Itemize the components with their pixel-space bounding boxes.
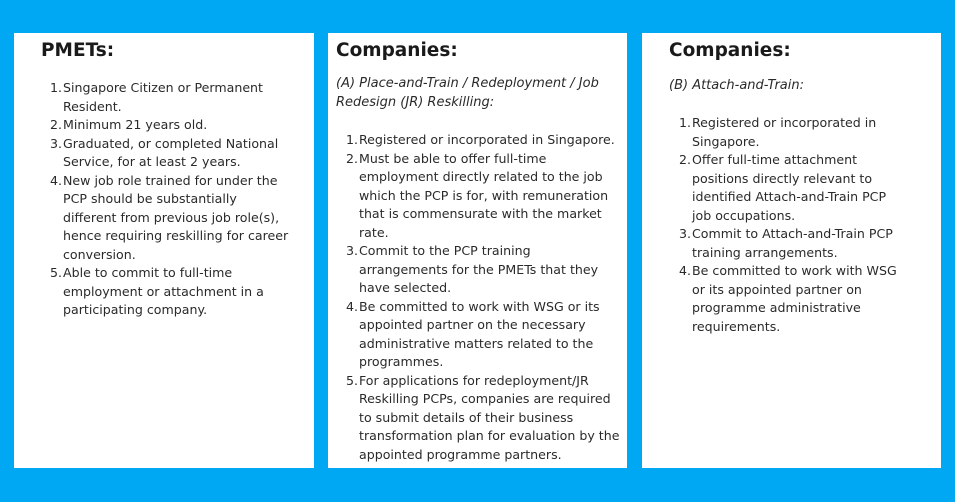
list-number: 1. (50, 80, 63, 95)
list-number: 2. (679, 152, 692, 167)
list-item (679, 225, 905, 262)
list-number: 4. (679, 263, 692, 278)
list-item (50, 172, 290, 265)
list-text: Commit to Attach-and-Train PCP training arrangements. (692, 226, 893, 260)
list-number: 5. (50, 265, 63, 280)
companies-a-subtitle: (A) Place-and-Train / Redeployment / Job Redesign (JR) Reskilling: (336, 76, 599, 110)
pmets-requirements-list (50, 79, 290, 320)
companies-b-requirements-list (679, 114, 905, 336)
list-text: Registered or incorporated in Singapore. (359, 132, 615, 147)
companies-b-card (642, 33, 941, 468)
list-number: 2. (346, 150, 359, 166)
list-item (50, 79, 290, 116)
list-item (50, 135, 290, 172)
list-number: 1. (679, 115, 692, 130)
list-text: Singapore Citizen or Permanent Resident. (63, 80, 263, 114)
list-text: Commit to the PCP training arrangements for the PMETs that they have selected. (359, 243, 599, 295)
list-item (346, 150, 622, 243)
companies-b-subtitle: (B) Attach-and-Train: (669, 78, 805, 93)
list-text: For applications for redeployment/JR Reskilling PCPs, companies are required to submit details of their business transformation plan for evaluation by the appointed programme partners. (359, 372, 620, 462)
list-text: Graduated, or completed National Service, for at least 2 years. (63, 135, 279, 169)
list-item (50, 116, 290, 135)
list-text: Be committed to work with WSG or its appointed partner on the necessary administrative matters related to the programmes. (359, 298, 600, 369)
list-text: New job role trained for under the PCP should be substantially different from previous job role(s), hence requiring reskilling for career conversion. (63, 172, 289, 262)
list-item (679, 114, 905, 151)
companies-a-requirements-list (346, 131, 622, 464)
list-number: 4. (50, 172, 63, 188)
pmets-title: PMETs: (41, 40, 115, 61)
list-text: Able to commit to full-time employment or attachment in a participating company. (63, 265, 264, 317)
list-item (346, 298, 622, 372)
list-number: 4. (346, 298, 359, 314)
list-item (679, 262, 905, 336)
list-item (346, 242, 622, 298)
list-text: Offer full-time attachment positions directly relevant to identified Attach-and-Train PCP job occupations. (692, 152, 887, 223)
list-item (50, 264, 290, 320)
list-number: 3. (679, 226, 692, 241)
list-number: 3. (346, 243, 359, 258)
list-number: 5. (346, 372, 359, 388)
list-item (346, 131, 622, 150)
list-text: Registered or incorporated in Singapore. (692, 115, 877, 149)
pmets-card (14, 33, 314, 468)
list-item (346, 372, 622, 465)
companies-b-title: Companies: (669, 40, 791, 61)
list-item (679, 151, 905, 225)
list-text: Be committed to work with WSG or its appointed partner on programme administrative requirements. (692, 263, 897, 334)
companies-a-title: Companies: (336, 40, 458, 61)
list-number: 1. (346, 132, 359, 147)
list-number: 2. (50, 117, 63, 132)
list-number: 3. (50, 135, 63, 151)
companies-a-card (328, 33, 627, 468)
list-text: Must be able to offer full-time employment directly related to the job which the PCP is for, with remuneration that is commensurate with the market rate. (359, 150, 609, 240)
list-text: Minimum 21 years old. (63, 117, 208, 132)
